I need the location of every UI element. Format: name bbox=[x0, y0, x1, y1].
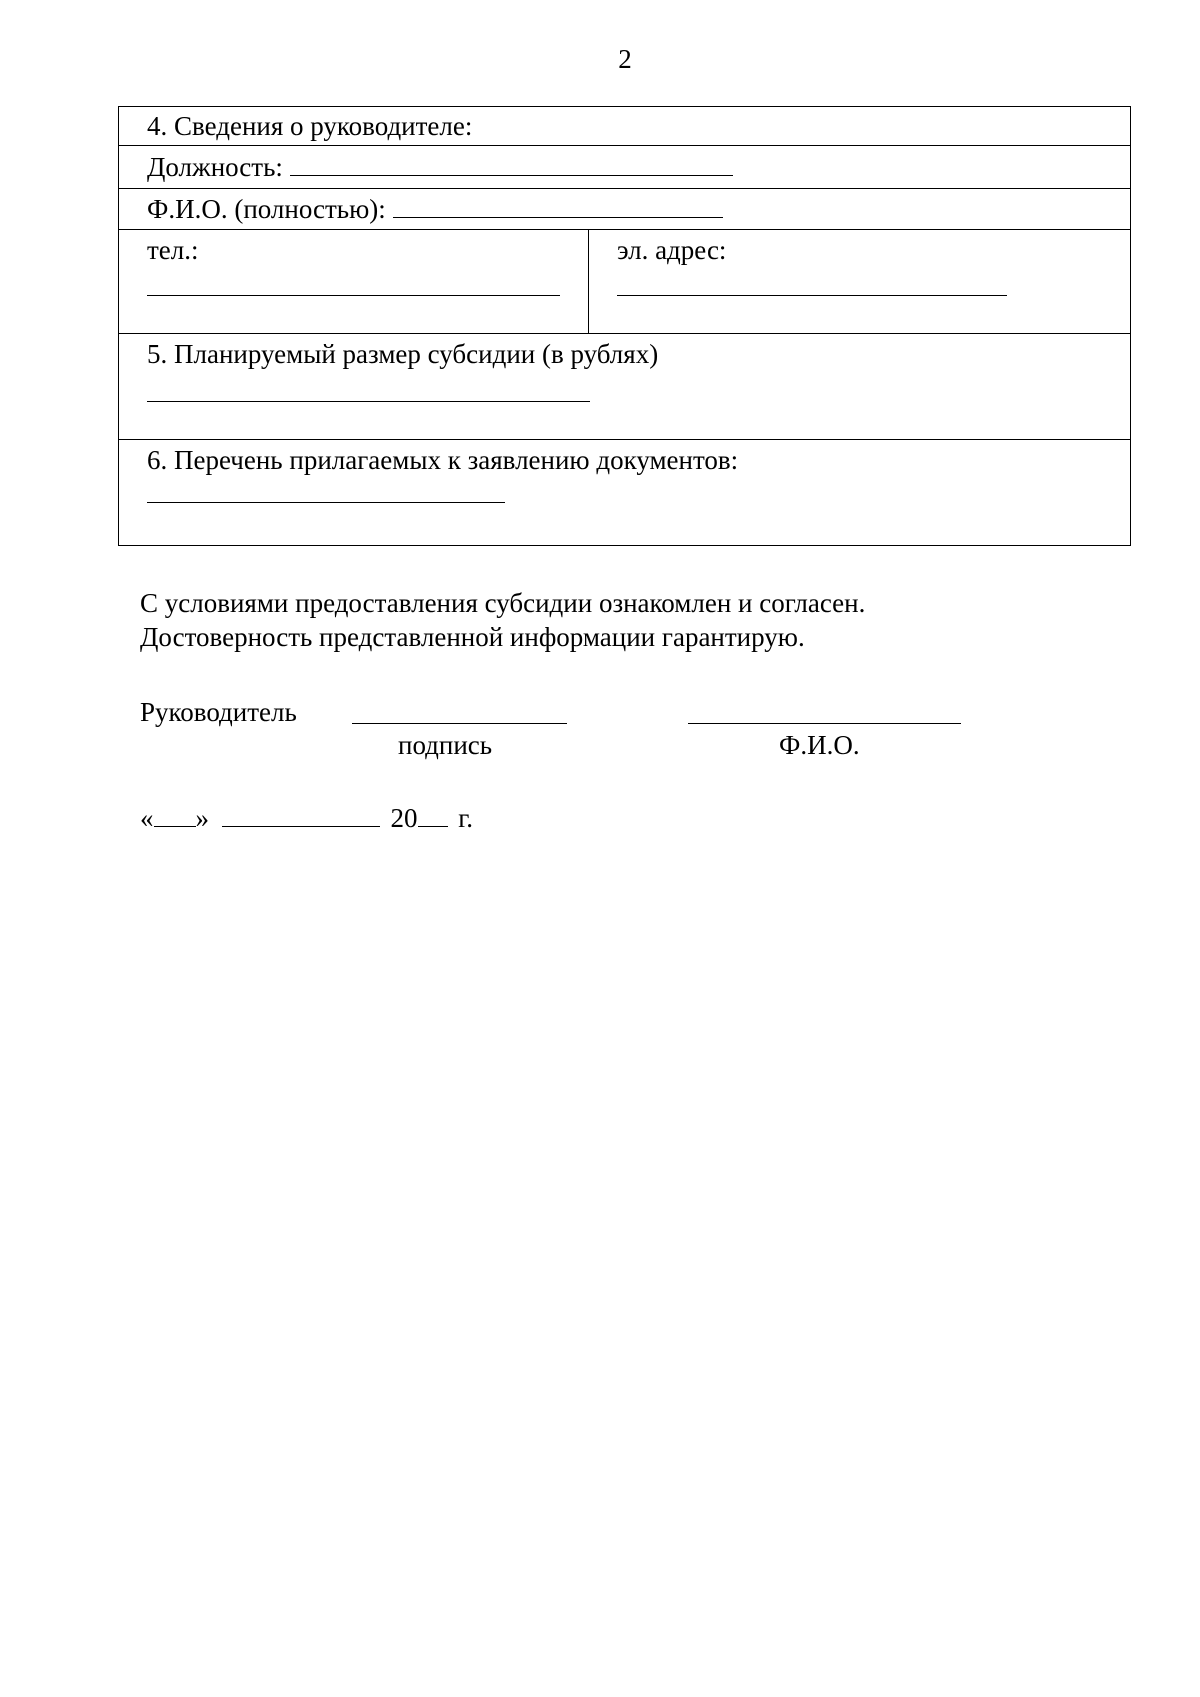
section6-title: 6. Перечень прилагаемых к заявлению документов: bbox=[147, 445, 739, 475]
date-month-field[interactable] bbox=[222, 802, 380, 827]
signature-name-field[interactable] bbox=[688, 723, 961, 724]
fullname-label: Ф.И.О. (полностью): bbox=[147, 194, 386, 224]
date-day-field[interactable] bbox=[154, 802, 196, 827]
position-label: Должность: bbox=[147, 152, 283, 182]
documents-list-field[interactable] bbox=[147, 502, 505, 503]
agreement-line-1: С условиями предоставления субсидии ознакомлен и согласен. bbox=[140, 588, 866, 618]
fullname-cell bbox=[119, 189, 1131, 230]
page-number: 2 bbox=[618, 44, 632, 74]
date-close-quote: » bbox=[195, 803, 209, 833]
section6-cell bbox=[119, 440, 1131, 546]
email-field[interactable] bbox=[617, 295, 1007, 296]
phone-cell bbox=[119, 230, 589, 334]
signature-field[interactable] bbox=[352, 723, 567, 724]
position-cell bbox=[119, 146, 1131, 189]
subsidy-amount-field[interactable] bbox=[147, 401, 590, 402]
email-cell bbox=[589, 230, 1131, 334]
date-year-suffix: г. bbox=[458, 803, 474, 833]
date-year-prefix: 20 bbox=[390, 803, 418, 833]
signature-role-label: Руководитель bbox=[140, 697, 297, 727]
section4-title-cell bbox=[119, 107, 1131, 146]
date-open-quote: « bbox=[140, 803, 154, 833]
position-field[interactable] bbox=[290, 153, 733, 176]
date-row bbox=[140, 801, 473, 835]
phone-field[interactable] bbox=[147, 295, 560, 296]
date-year-field[interactable] bbox=[418, 802, 448, 827]
name-caption: Ф.И.О. bbox=[779, 730, 860, 760]
email-label: эл. адрес: bbox=[617, 235, 727, 265]
section4-title: 4. Сведения о руководителе: bbox=[147, 111, 473, 141]
section5-cell bbox=[119, 334, 1131, 440]
phone-label: тел.: bbox=[147, 235, 199, 265]
manager-info-table bbox=[118, 106, 1131, 546]
section5-title: 5. Планируемый размер субсидии (в рублях) bbox=[147, 339, 659, 369]
signature-caption: подпись bbox=[398, 730, 493, 760]
fullname-field[interactable] bbox=[393, 195, 723, 218]
agreement-line-2: Достоверность представленной информации гарантирую. bbox=[140, 622, 805, 652]
